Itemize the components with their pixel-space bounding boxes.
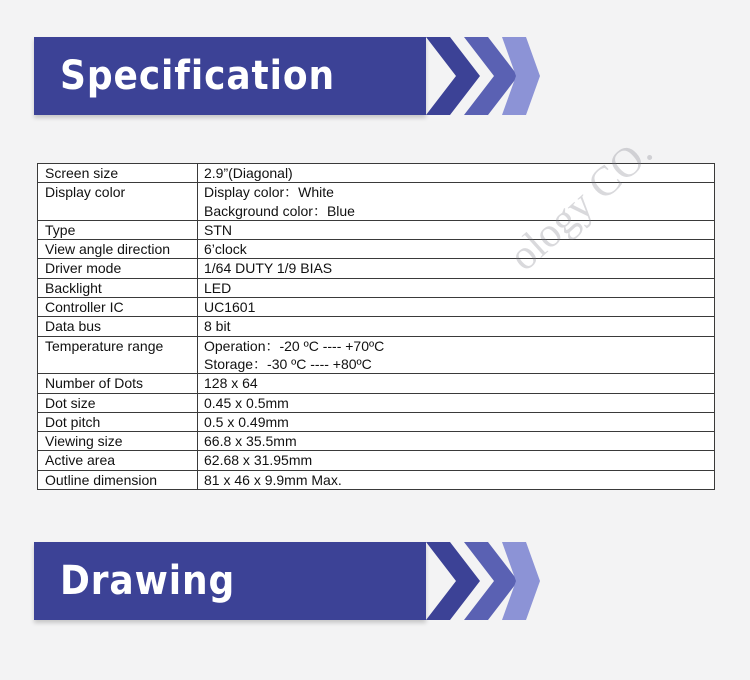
spec-label: Outline dimension <box>38 471 198 489</box>
spec-value-line: Operation：-20 ºC ---- +70ºC <box>204 337 385 354</box>
spec-label: Driver mode <box>38 259 198 277</box>
spec-value <box>198 259 714 277</box>
spec-value-line: Storage：-30 ºC ---- +80ºC <box>204 355 372 372</box>
spec-value <box>198 337 714 374</box>
spec-value-line: 0.5 x 0.49mm <box>204 413 289 430</box>
spec-label: Controller IC <box>38 298 198 316</box>
spec-value <box>198 298 714 316</box>
spec-label: Dot size <box>38 394 198 412</box>
spec-value-line: UC1601 <box>204 299 256 316</box>
spec-label: Active area <box>38 451 198 469</box>
spec-row <box>38 220 714 239</box>
spec-row <box>38 393 714 412</box>
spec-row <box>38 316 714 335</box>
chevron-1 <box>426 542 480 620</box>
spec-value <box>198 413 714 431</box>
spec-value <box>198 374 714 392</box>
spec-value-line: 1/64 DUTY 1/9 BIAS <box>204 260 333 277</box>
spec-value <box>198 394 714 412</box>
spec-row <box>38 278 714 297</box>
watermark-text: ology CO. <box>500 128 662 280</box>
chevron-1 <box>426 37 480 115</box>
spec-value-line: 128 x 64 <box>204 375 258 392</box>
spec-value-line: 0.45 x 0.5mm <box>204 394 289 411</box>
spec-row <box>38 297 714 316</box>
spec-row <box>38 258 714 277</box>
spec-value <box>198 471 714 489</box>
spec-value-line: 2.9”(Diagonal) <box>204 165 293 181</box>
spec-value <box>198 279 714 297</box>
chevron-arrows-icon <box>34 542 544 620</box>
spec-value-line: 6’clock <box>204 241 247 258</box>
spec-value-line: Background color：Blue <box>204 202 355 219</box>
spec-table <box>37 163 715 490</box>
spec-label: Viewing size <box>38 432 198 450</box>
spec-value <box>198 451 714 469</box>
drawing-banner <box>34 542 544 620</box>
section-title-specification: Specification <box>60 53 336 99</box>
spec-label: View angle direction <box>38 240 198 258</box>
spec-row <box>38 336 714 374</box>
spec-value-line: 81 x 46 x 9.9mm Max. <box>204 471 342 488</box>
spec-value <box>198 221 714 239</box>
spec-label: Number of Dots <box>38 374 198 392</box>
spec-label: Type <box>38 221 198 239</box>
spec-value <box>198 317 714 335</box>
spec-value <box>198 432 714 450</box>
chevron-arrows-icon <box>34 37 544 115</box>
spec-row <box>38 373 714 392</box>
spec-label: Backlight <box>38 279 198 297</box>
spec-value-line: 66.8 x 35.5mm <box>204 433 297 450</box>
spec-row <box>38 450 714 469</box>
spec-value-line: 62.68 x 31.95mm <box>204 452 313 469</box>
spec-value-line: LED <box>204 279 232 296</box>
spec-value <box>198 164 714 182</box>
spec-row <box>38 182 714 220</box>
spec-value-line: STN <box>204 221 232 238</box>
spec-label: Screen size <box>38 164 198 182</box>
spec-row <box>38 164 714 182</box>
spec-row <box>38 412 714 431</box>
specification-banner <box>34 37 544 115</box>
spec-value <box>198 183 714 220</box>
spec-row <box>38 239 714 258</box>
spec-value <box>198 240 714 258</box>
spec-label: Display color <box>38 183 198 220</box>
spec-row <box>38 470 714 489</box>
spec-label: Dot pitch <box>38 413 198 431</box>
spec-label: Data bus <box>38 317 198 335</box>
section-title-drawing: Drawing <box>60 558 236 604</box>
spec-value-line: Display color：White <box>204 184 334 201</box>
spec-label: Temperature range <box>38 337 198 374</box>
spec-value-line: 8 bit <box>204 318 231 335</box>
spec-row <box>38 431 714 450</box>
